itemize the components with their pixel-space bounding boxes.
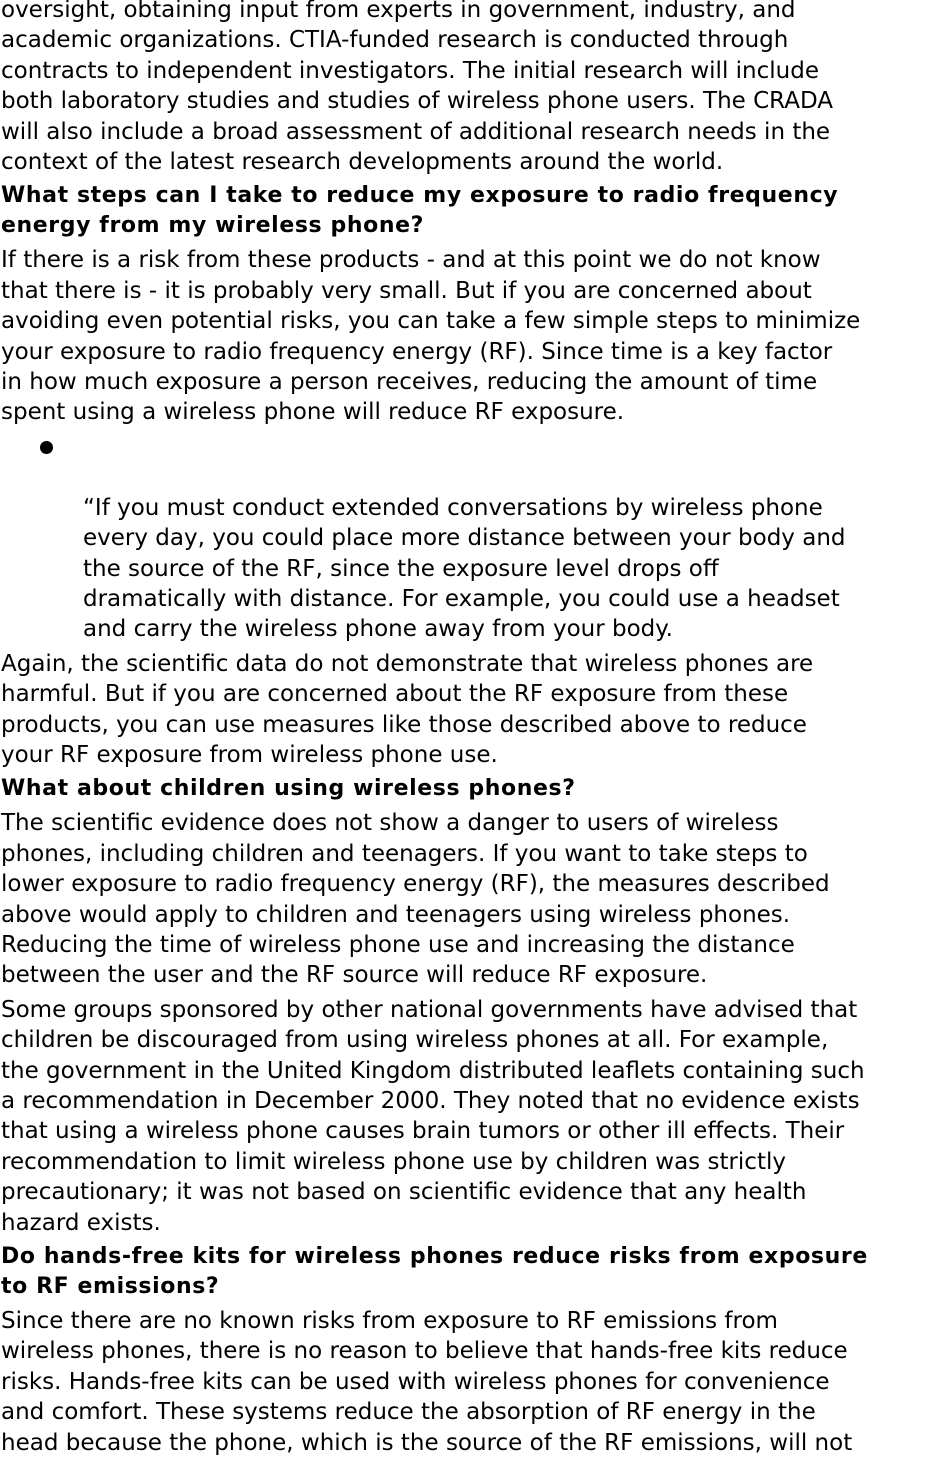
bullet-text: “If you must conduct extended conversations by wireless phone every day, you could place more distance between your body and the source of the RF, since the exposure level drops off dramatically with distance. For example, you could use a headset and carry the wireless phone away from your body.: [83, 494, 846, 643]
hands-free-paragraph: Since there are no known risks from exposure to RF emissions from wireless phones, there is no reason to believe that hands-free kits reduce risks. Hands-free kits can be used with wireless phones for convenience and comfort. These systems reduce the absorption of RF energy in the head because the phone, which is the source of the RF emissions, will not: [1, 1308, 853, 1456]
children-paragraph: The scientific evidence does not show a danger to users of wireless phones, including children and teenagers. If you want to take steps to lower exposure to radio frequency energy (RF), the measures described above would apply to children and teenagers using wireless phones. Reducing the time of wireless phone use and increasing the distance between the user and the RF source will reduce RF exposure.: [1, 810, 830, 989]
intro-continuation-paragraph: oversight, obtaining input from experts in government, industry, and academic organizations. CTIA-funded research is conducted through contracts to independent investigators. The initial research will include both laboratory studies and studies of wireless phone users. The CRADA will also include a broad assessment of additional research needs in the context of the latest research developments around the world.: [1, 0, 833, 176]
other-governments-paragraph: Some groups sponsored by other national governments have advised that children be discouraged from using wireless phones at all. For example, the government in the United Kingdom distributed leaflets containing such a recommendation in December 2000. They noted that no evidence exists that using a wireless phone causes brain tumors or other ill effects. Their recommendation to limit wireless phone use by children was strictly precautionary; it was not based on scientific evidence that any health hazard exists.: [1, 996, 865, 1236]
bullet-list: [1, 432, 941, 645]
hands-free-heading: Do hands-free kits for wireless phones reduce risks from exposure to RF emissions?: [1, 1244, 868, 1300]
list-item: [1, 432, 941, 645]
document-body: [1, 0, 941, 1462]
bullet-icon: [40, 441, 53, 454]
reduce-exposure-heading: What steps can I take to reduce my exposure to radio frequency energy from my wireless phone?: [1, 183, 839, 239]
children-heading: What about children using wireless phones?: [1, 776, 576, 802]
reduce-exposure-paragraph: If there is a risk from these products - and at this point we do not know that there is - it is probably very small. But if you are concerned about avoiding even potential risks, you can take a few simple steps to minimize your exposure to radio frequency energy (RF). Since time is a key factor in how much exposure a person receives, reducing the amount of time spent using a wireless phone will reduce RF exposure.: [1, 247, 861, 426]
again-paragraph: Again, the scientific data do not demonstrate that wireless phones are harmful. But if you are concerned about the RF exposure from these products, you can use measures like those described above to reduce your RF exposure from wireless phone use.: [1, 650, 814, 768]
